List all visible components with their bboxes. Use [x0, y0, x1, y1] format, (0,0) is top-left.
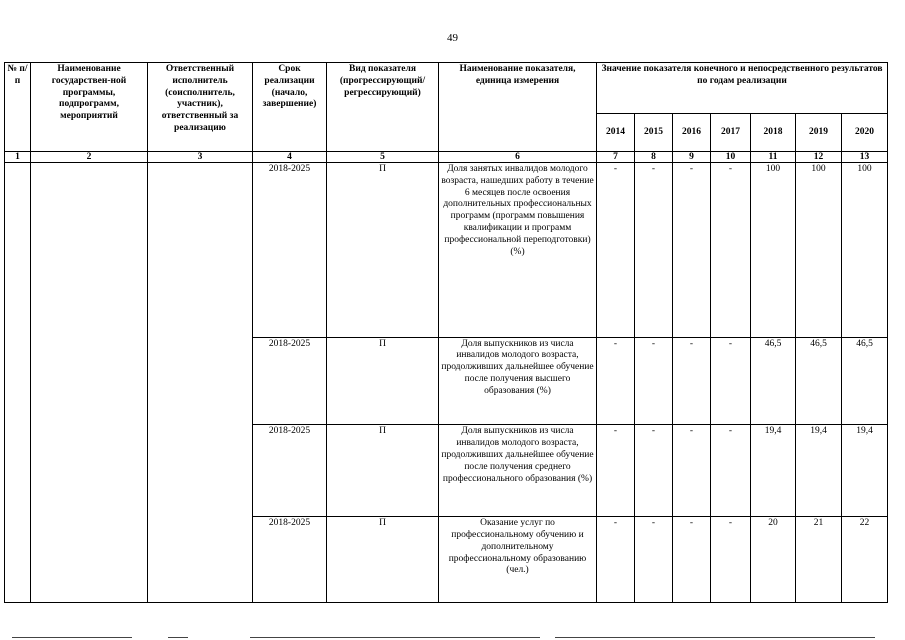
cell-value: 46,5: [842, 337, 888, 425]
bottom-scan-rule: [555, 637, 875, 638]
cell-type: П: [327, 337, 439, 425]
header-values-group: Значение показателя конечного и непосредственного результатов по годам реализации: [597, 63, 888, 114]
table-row: [5, 163, 888, 338]
cell-value: 20: [751, 517, 796, 603]
column-number: 3: [148, 152, 253, 163]
column-number: 12: [796, 152, 842, 163]
cell-value: -: [597, 517, 635, 603]
cell-type: П: [327, 163, 439, 338]
cell-program-empty: [31, 163, 148, 603]
cell-type: П: [327, 517, 439, 603]
header-year: 2020: [842, 114, 888, 152]
header-indicator-type: Вид показателя (прогрессирующий/ регрессирующий): [327, 63, 439, 152]
cell-value: -: [711, 425, 751, 517]
cell-value: -: [635, 517, 673, 603]
header-year: 2016: [673, 114, 711, 152]
column-number: 8: [635, 152, 673, 163]
cell-indicator: Оказание услуг по профессиональному обучению и дополнительному профессиональному образованию (чел.): [439, 517, 597, 603]
cell-indicator: Доля выпускников из числа инвалидов молодого возраста, продолживших дальнейшее обучение после получения среднего профессионального образования (%): [439, 425, 597, 517]
header-row-main: [5, 63, 888, 114]
cell-value: -: [635, 425, 673, 517]
cell-indicator: Доля выпускников из числа инвалидов молодого возраста, продолживших дальнейшее обучение после получения высшего образования (%): [439, 337, 597, 425]
bottom-scan-rule: [250, 637, 540, 638]
column-number: 2: [31, 152, 148, 163]
cell-value: -: [597, 337, 635, 425]
cell-value: -: [673, 163, 711, 338]
column-number: 11: [751, 152, 796, 163]
cell-value: 22: [842, 517, 888, 603]
cell-value: 100: [842, 163, 888, 338]
cell-value: 19,4: [842, 425, 888, 517]
cell-period: 2018-2025: [253, 517, 327, 603]
column-number: 7: [597, 152, 635, 163]
cell-value: 21: [796, 517, 842, 603]
header-year: 2019: [796, 114, 842, 152]
cell-value: -: [711, 517, 751, 603]
column-number: 5: [327, 152, 439, 163]
column-number: 1: [5, 152, 31, 163]
cell-indicator: Доля занятых инвалидов молодого возраста, нашедших работу в течение 6 месяцев после освоения дополнительных профессиональных программ (программ повышения квалификации и программ профессиональной переподготовки) (%): [439, 163, 597, 338]
bottom-scan-rule: [12, 637, 132, 638]
cell-number-empty: [5, 163, 31, 603]
cell-value: 19,4: [751, 425, 796, 517]
column-number: 6: [439, 152, 597, 163]
cell-period: 2018-2025: [253, 337, 327, 425]
cell-value: -: [597, 425, 635, 517]
header-indicator-name: Наименование показателя, единица измерения: [439, 63, 597, 152]
column-number-row: [5, 152, 888, 163]
column-number: 4: [253, 152, 327, 163]
cell-value: -: [711, 337, 751, 425]
cell-value: 100: [751, 163, 796, 338]
column-number: 9: [673, 152, 711, 163]
cell-value: 46,5: [796, 337, 842, 425]
header-period: Срок реализации (начало, завершение): [253, 63, 327, 152]
cell-responsible-empty: [148, 163, 253, 603]
cell-value: -: [635, 337, 673, 425]
cell-value: -: [673, 337, 711, 425]
header-year: 2017: [711, 114, 751, 152]
header-number: № п/п: [5, 63, 31, 152]
cell-value: 100: [796, 163, 842, 338]
cell-period: 2018-2025: [253, 425, 327, 517]
header-year: 2014: [597, 114, 635, 152]
cell-type: П: [327, 425, 439, 517]
bottom-scan-rule: [168, 637, 188, 638]
column-number: 13: [842, 152, 888, 163]
cell-value: -: [711, 163, 751, 338]
indicators-table: [4, 62, 888, 603]
column-number: 10: [711, 152, 751, 163]
cell-value: 19,4: [796, 425, 842, 517]
header-program-name: Наименование государствен-ной программы, подпрограмм, мероприятий: [31, 63, 148, 152]
cell-value: -: [597, 163, 635, 338]
header-responsible: Ответственный исполнитель (соисполнитель, участник), ответственный за реализацию: [148, 63, 253, 152]
header-year: 2015: [635, 114, 673, 152]
cell-value: -: [635, 163, 673, 338]
cell-value: -: [673, 517, 711, 603]
header-year: 2018: [751, 114, 796, 152]
cell-value: 46,5: [751, 337, 796, 425]
page-number: 49: [447, 32, 458, 44]
cell-value: -: [673, 425, 711, 517]
cell-period: 2018-2025: [253, 163, 327, 338]
